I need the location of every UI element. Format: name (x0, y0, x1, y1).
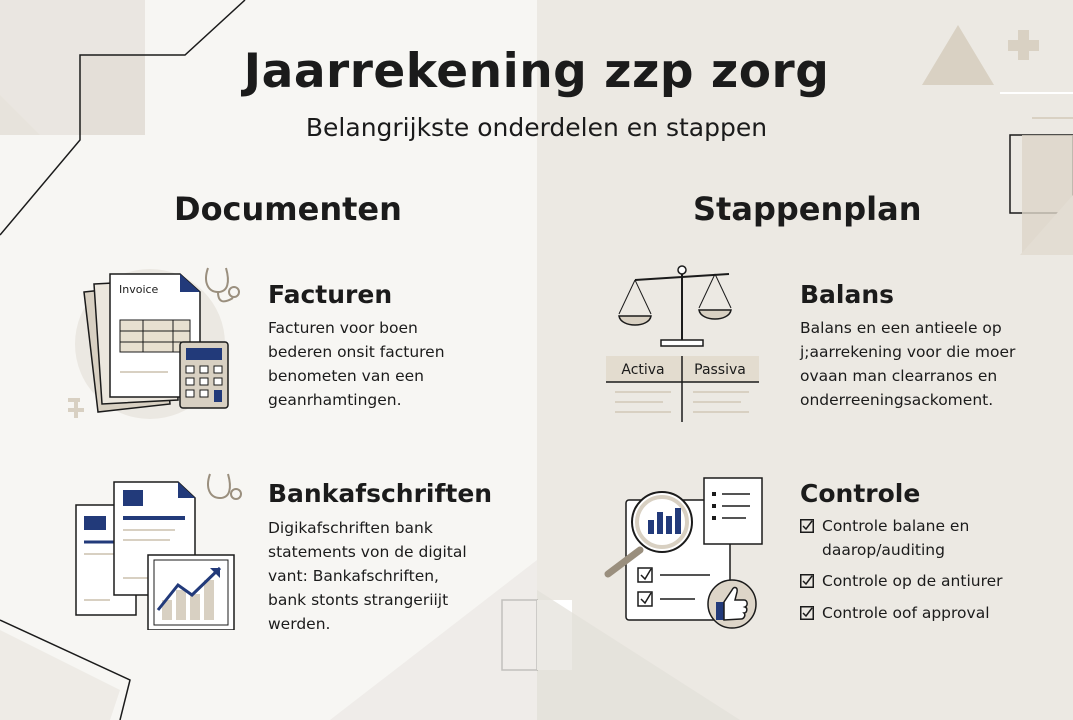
activa-label: Activa (621, 362, 665, 378)
checkbox-checked-icon (800, 574, 814, 588)
controle-checklist (800, 514, 1003, 625)
balans-description: Balans en een antieele op j;aarrekening voor die moer ovaan man clearranos en onderreeningsackoment. (800, 319, 1016, 409)
controle-title: Controle (800, 479, 921, 508)
audit-magnifier-icon (600, 472, 770, 632)
bank-statements-chart-icon (70, 470, 250, 630)
scale-icon (603, 262, 763, 427)
checklist-item: Controle op de antiurer (800, 569, 1003, 593)
section-title-stappenplan: Stappenplan (693, 190, 922, 228)
checklist-item: Controle balane en daarop/auditing (800, 514, 1003, 562)
balans-title: Balans (800, 280, 895, 309)
invoice-label: Invoice (119, 283, 159, 296)
facturen-title: Facturen (268, 280, 393, 309)
page-subtitle: Belangrijkste onderdelen en stappen (305, 113, 768, 142)
checklist-item: Controle oof approval (800, 601, 1003, 625)
section-title-documenten: Documenten (174, 190, 402, 228)
bankafschriften-title: Bankafschriften (268, 479, 493, 508)
checkbox-checked-icon (800, 606, 814, 620)
passiva-label: Passiva (694, 362, 746, 378)
bankafschriften-description: Digikafschriften bank statements von de digital vant: Bankafschriften, bank stonts strangeriijt werden. (268, 519, 467, 633)
checkbox-checked-icon (800, 519, 814, 533)
facturen-description: Facturen voor boen bederen onsit facturen benometen van een geanrhamtingen. (268, 319, 445, 409)
page-title: Jaarrekening zzp zorg (243, 44, 830, 99)
invoice-calculator-icon (68, 262, 248, 422)
